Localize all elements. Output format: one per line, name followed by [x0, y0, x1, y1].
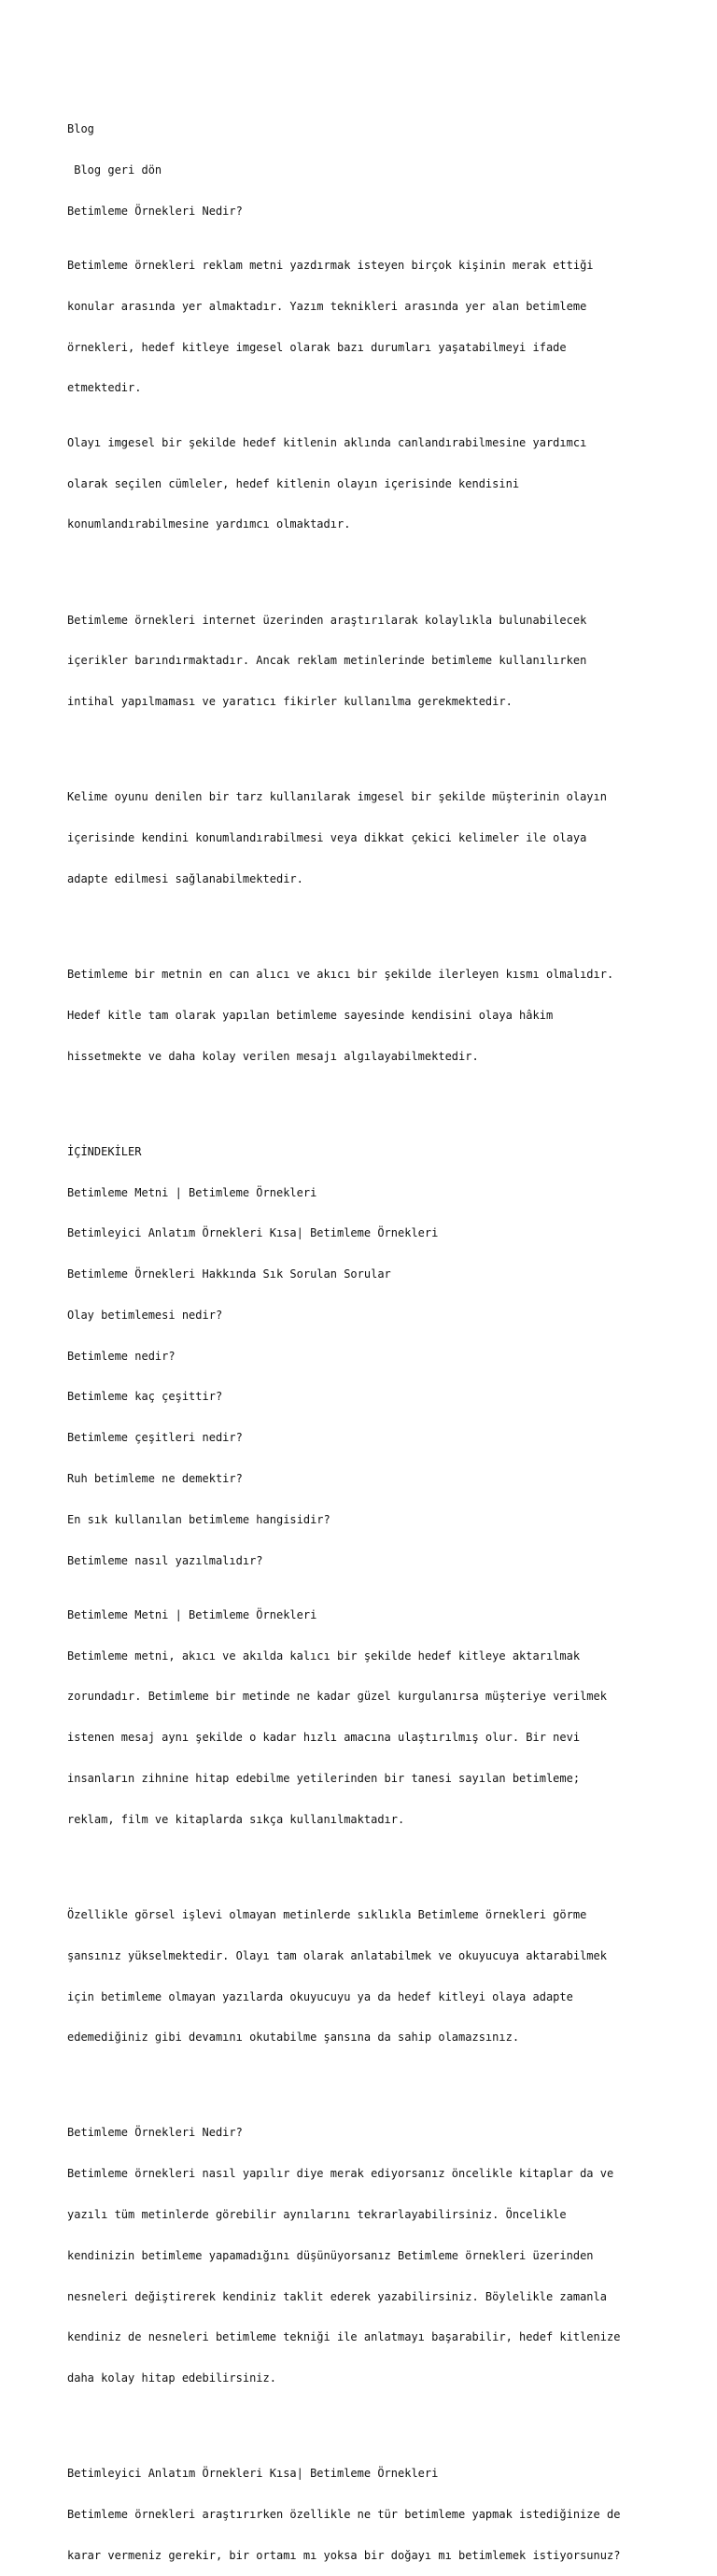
toc-item[interactable]: Olay betimlemesi nedir?: [67, 1308, 223, 1322]
toc-heading: İÇİNDEKİLER: [67, 1144, 142, 1158]
toc-item[interactable]: Betimleme nedir?: [67, 1349, 176, 1363]
paragraph-line: karar vermeniz gerekir, bir ortamı mı yoksa bir doğayı mı betimlemek istiyorsunuz?: [67, 2548, 621, 2562]
paragraph-line: için betimleme olmayan yazılarda okuyucuyu ya da hedef kitleyi olaya adapte: [67, 1989, 573, 2003]
paragraph-line: hissetmekte ve daha kolay verilen mesajı algılayabilmektedir.: [67, 1049, 479, 1063]
paragraph-line: daha kolay hitap edebilirsiniz.: [67, 2371, 276, 2385]
paragraph-line: istenen mesaj aynı şekilde o kadar hızlı amacına ulaştırılmış olur. Bir nevi: [67, 1731, 581, 1745]
toc-item[interactable]: Ruh betimleme ne demektir?: [67, 1471, 243, 1485]
paragraph-line: edemediğiniz gibi devamını okutabilme şansına da sahip olamazsınız.: [67, 2031, 520, 2045]
paragraph-line: zorundadır. Betimleme bir metinde ne kadar güzel kurgulanırsa müşteriye verilmek: [67, 1690, 607, 1704]
paragraph-line: etmektedir.: [67, 381, 142, 395]
paragraph-line: Betimleme örnekleri nasıl yapılır diye merak ediyorsanız öncelikle kitaplar da ve: [67, 2167, 614, 2181]
paragraph-line: içerisinde kendini konumlandırabilmesi veya dikkat çekici kelimeler ile olaya: [67, 831, 587, 845]
paragraph-gap: [67, 2072, 665, 2086]
toc-item[interactable]: Betimleme kaç çeşittir?: [67, 1390, 223, 1404]
paragraph-line: yazılı tüm metinlerde görebilir aynılarını tekrarlayabilirsiniz. Öncelikle: [67, 2208, 567, 2222]
toc-item[interactable]: Betimleyici Anlatım Örnekleri Kısa| Betimleme Örnekleri: [67, 1226, 439, 1240]
section-heading: Betimleyici Anlatım Örnekleri Kısa| Betimleme Örnekleri: [67, 2467, 439, 2481]
paragraph-gap: [67, 2413, 665, 2427]
paragraph-line: içerikler barındırmaktadır. Ancak reklam metinlerinde betimleme kullanılırken: [67, 654, 587, 668]
paragraph-line: Betimleme örnekleri internet üzerinden araştırılarak kolaylıkla bulunabilecek: [67, 613, 587, 627]
toc-item[interactable]: Betimleme Metni | Betimleme Örnekleri: [67, 1185, 317, 1199]
paragraph-line: Betimleme metni, akıcı ve akılda kalıcı bir şekilde hedef kitleye aktarılmak: [67, 1649, 581, 1663]
paragraph-line: konumlandırabilmesine yardımcı olmaktadır.: [67, 517, 351, 531]
paragraph-line: Betimleme örnekleri reklam metni yazdırmak isteyen birçok kişinin merak ettiği: [67, 259, 594, 273]
paragraph-line: adapte edilmesi sağlanabilmektedir.: [67, 871, 303, 885]
paragraph-line: insanların zihnine hitap edebilme yetilerinden bir tanesi sayılan betimleme;: [67, 1772, 581, 1786]
paragraph-line: nesneleri değiştirerek kendiniz taklit ederek yazabilirsiniz. Böylelikle zamanla: [67, 2289, 607, 2303]
paragraph-gap: [67, 1854, 665, 1868]
paragraph-line: kendiniz de nesneleri betimleme tekniği ile anlatmayı başarabilir, hedef kitlenize: [67, 2330, 621, 2344]
paragraph-line: Betimleme örnekleri araştırırken özellikle ne tür betimleme yapmak istediğinize de: [67, 2508, 621, 2522]
toc-item[interactable]: Betimleme Örnekleri Hakkında Sık Sorulan Sorular: [67, 1267, 391, 1281]
paragraph-line: örnekleri, hedef kitleye imgesel olarak bazı durumları yaşatabilmeyi ifade: [67, 340, 567, 354]
paragraph-line: olarak seçilen cümleler, hedef kitlenin olayın içerisinde kendisini: [67, 476, 520, 490]
paragraph-line: Betimleme bir metnin en can alıcı ve akıcı bir şekilde ilerleyen kısmı olmalıdır.: [67, 968, 614, 981]
paragraph-line: Kelime oyunu denilen bir tarz kullanılarak imgesel bir şekilde müşterinin olayın: [67, 790, 607, 804]
paragraph-line: kendinizin betimleme yapamadığını düşünüyorsanız Betimleme örnekleri üzerinden: [67, 2248, 594, 2262]
section-heading: Betimleme Metni | Betimleme Örnekleri: [67, 1607, 317, 1621]
toc-item[interactable]: Betimleme çeşitleri nedir?: [67, 1431, 243, 1445]
paragraph-line: Olayı imgesel bir şekilde hedef kitlenin aklında canlandırabilmesine yardımcı: [67, 435, 587, 449]
paragraph-line: Özellikle görsel işlevi olmayan metinlerde sıklıkla Betimleme örnekleri görme: [67, 1907, 587, 1921]
paragraph-line: Hedef kitle tam olarak yapılan betimleme sayesinde kendisini olaya hâkim: [67, 1008, 554, 1022]
article-title: Betimleme Örnekleri Nedir?: [67, 204, 243, 218]
paragraph-line: reklam, film ve kitaplarda sıkça kullanılmaktadır.: [67, 1812, 405, 1826]
blog-label: Blog: [67, 122, 94, 136]
back-to-blog-link[interactable]: Blog geri dön: [67, 163, 162, 177]
paragraph-gap: [67, 559, 665, 573]
section-heading: Betimleme Örnekleri Nedir?: [67, 2126, 243, 2140]
toc-item[interactable]: En sık kullanılan betimleme hangisidir?: [67, 1512, 330, 1526]
paragraph-gap: [67, 736, 665, 750]
paragraph-gap: [67, 913, 665, 927]
paragraph-line: konular arasında yer almaktadır. Yazım teknikleri arasında yer alan betimleme: [67, 299, 587, 313]
paragraph-line: intihal yapılmaması ve yaratıcı fikirler kullanılma gerekmektedir.: [67, 695, 513, 709]
paragraph-line: şansınız yükselmektedir. Olayı tam olarak anlatabilmek ve okuyucuya aktarabilmek: [67, 1948, 607, 1962]
document-page: [67, 95, 665, 2576]
paragraph-gap: [67, 1090, 665, 1104]
toc-item[interactable]: Betimleme nasıl yazılmalıdır?: [67, 1553, 263, 1567]
